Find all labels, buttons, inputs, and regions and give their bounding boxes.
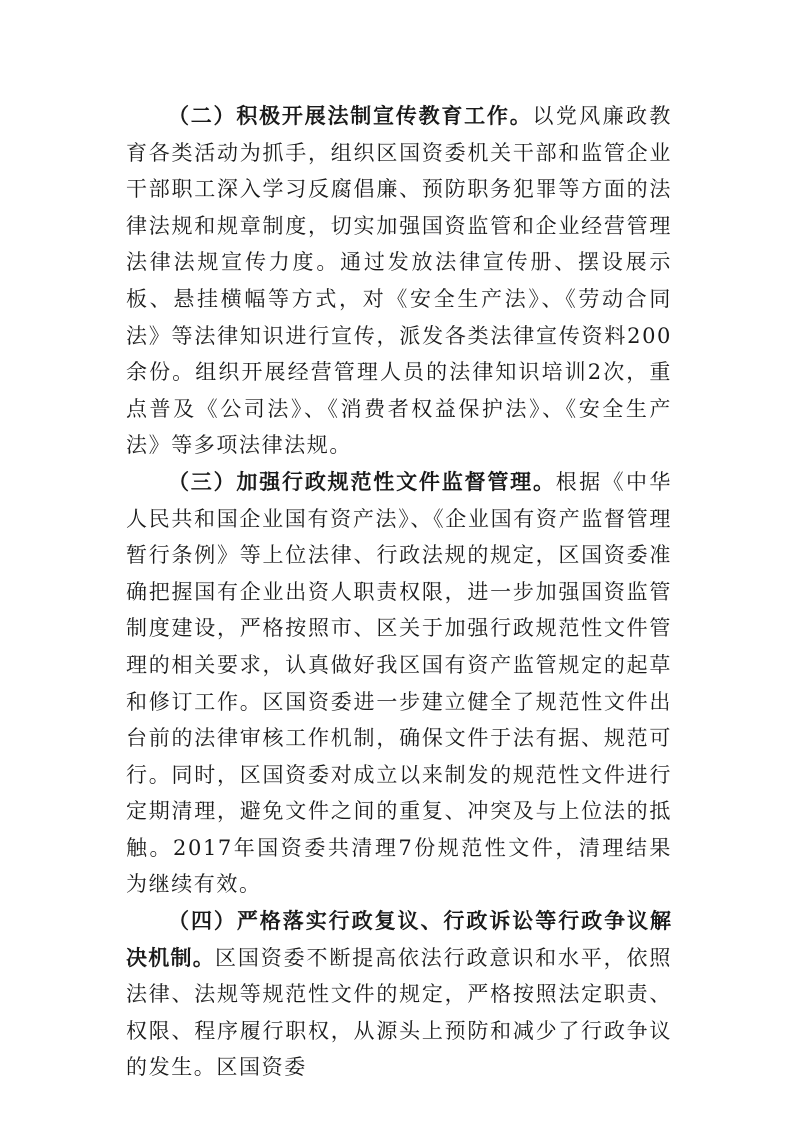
paragraph-heading: （三）加强行政规范性文件监督管理。 xyxy=(168,469,556,494)
paragraph-text: 根据《中华人民共和国企业国有资产法》、《企业国有资产监督管理暂行条例》等上位法律、行政法规的规定，区国资委准确把握国有企业出资人职责权限，进一步加强国资监管制度建设，严格按照市、区关于加强行政规范性文件管理的相关要求，认真做好我区国有资产监管规定的起草和修订工作。区国资委进一步建立健全了规范性文件出台前的法律审核工作机制，确保文件于法有据、规范可行。同时，区国资委对成立以来制发的规范性文件进行定期清理，避免文件之间的重复、冲突及与上位法的抵触。2017年国资委共清理7份规范性文件，清理结果为继续有效。 xyxy=(126,469,673,897)
paragraph-heading: （四）严格落实行政复议、行政诉讼等行政争议解决机制。 xyxy=(126,909,672,970)
paragraph-text: 以党风廉政教育各类活动为抓手，组织区国资委机关干部和监管企业干部职工深入学习反腐倡廉、预防职务犯罪等方面的法律法规和规章制度，切实加强国资监管和企业经营管理法律法规宣传力度。通过发放法律宣传册、摆设展示板、悬挂横幅等方式，对《安全生产法》、《劳动合同法》等法律知识进行宣传，派发各类法律宣传资料200余份。组织开展经营管理人员的法律知识培训2次，重点普及《公司法》、《消费者权益保护法》、《安全生产法》等多项法律法规。 xyxy=(126,104,673,458)
paragraph-text: 区国资委不断提高依法行政意识和水平，依照法律、法规等规范性文件的规定，严格按照法定职责、权限、程序履行职权，从源头上预防和减少了行政争议的发生。区国资委 xyxy=(126,945,673,1080)
paragraph-legal-publicity xyxy=(126,98,672,464)
document-body xyxy=(126,98,672,1086)
paragraph-heading: （二）积极开展法制宣传教育工作。 xyxy=(168,104,533,128)
paragraph-normative-documents xyxy=(126,464,672,903)
paragraph-administrative-review xyxy=(126,903,672,1086)
